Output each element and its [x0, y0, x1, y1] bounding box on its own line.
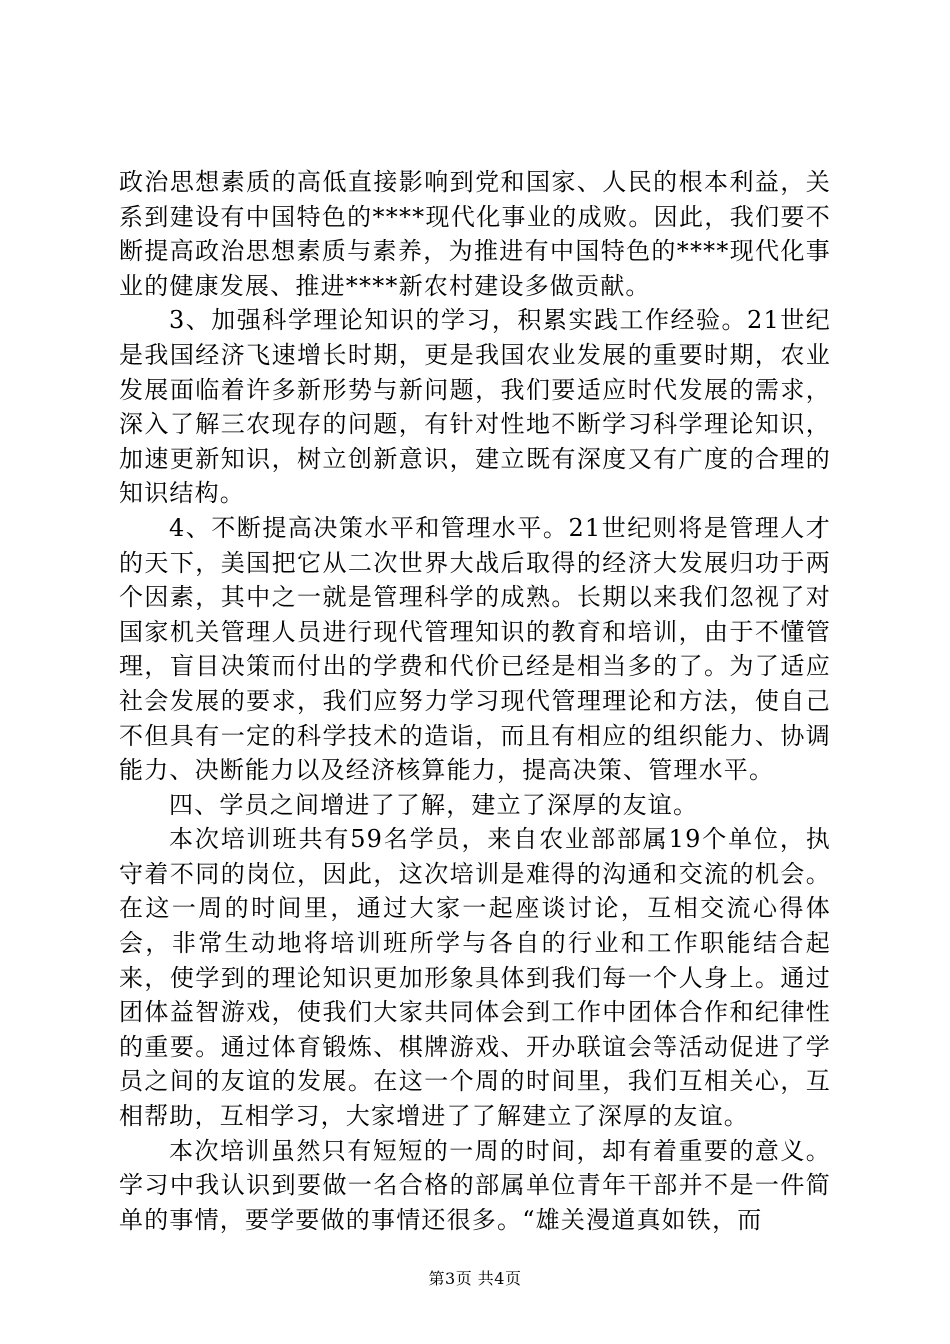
paragraph-continuation: 政治思想素质的高低直接影响到党和国家、人民的根本利益，关系到建设有中国特色的****现代化事业的成败。因此，我们要不断提高政治思想素质与素养，为推进有中国特色的****现代化事业的健康发展、推进****新农村建设多做贡献。	[119, 168, 831, 300]
paragraph-item-4: 4、不断提高决策水平和管理水平。21世纪则将是管理人才的天下，美国把它从二次世界大战后取得的经济大发展归功于两个因素，其中之一就是管理科学的成熟。长期以来我们忽视了对国家机关管理人员进行现代管理知识的教育和培训，由于不懂管理，盲目决策而付出的学费和代价已经是相当多的了。为了适应社会发展的要求，我们应努力学习现代管理理论和方法，使自己不但具有一定的科学技术的造诣，而且有相应的组织能力、协调能力、决断能力以及经济核算能力，提高决策、管理水平。	[119, 513, 831, 785]
section-heading-4: 四、学员之间增进了了解，建立了深厚的友谊。	[169, 790, 699, 819]
paragraph-conclusion: 本次培训虽然只有短短的一周的时间，却有着重要的意义。学习中我认识到要做一名合格的部属单位青年干部并不是一件简单的事情，要学要做的事情还很多。“雄关漫道真如铁，而	[119, 1136, 831, 1234]
paragraph-training-class: 本次培训班共有59名学员，来自农业部部属19个单位，执守着不同的岗位，因此，这次培训是难得的沟通和交流的机会。在这一周的时间里，通过大家一起座谈讨论，互相交流心得体会，非常生动地将培训班所学与各自的行业和工作职能结合起来，使学到的理论知识更加形象具体到我们每一个人身上。通过团体益智游戏，使我们大家共同体会到工作中团体合作和纪律性的重要。通过体育锻炼、棋牌游戏、开办联谊会等活动促进了学员之间的友谊的发展。在这一个周的时间里，我们互相关心，互相帮助，互相学习，大家增进了了解建立了深厚的友谊。	[119, 825, 831, 1131]
page-footer: 第3页 共4页	[428, 1269, 522, 1288]
document-body	[119, 165, 831, 1237]
paragraph-item-3: 3、加强科学理论知识的学习，积累实践工作经验。21世纪是我国经济飞速增长时期，更是我国农业发展的重要时期，农业发展面临着许多新形势与新问题，我们要适应时代发展的需求，深入了解三农现存的问题，有针对性地不断学习科学理论知识，加速更新知识，树立创新意识，建立既有深度又有广度的合理的知识结构。	[119, 306, 831, 508]
